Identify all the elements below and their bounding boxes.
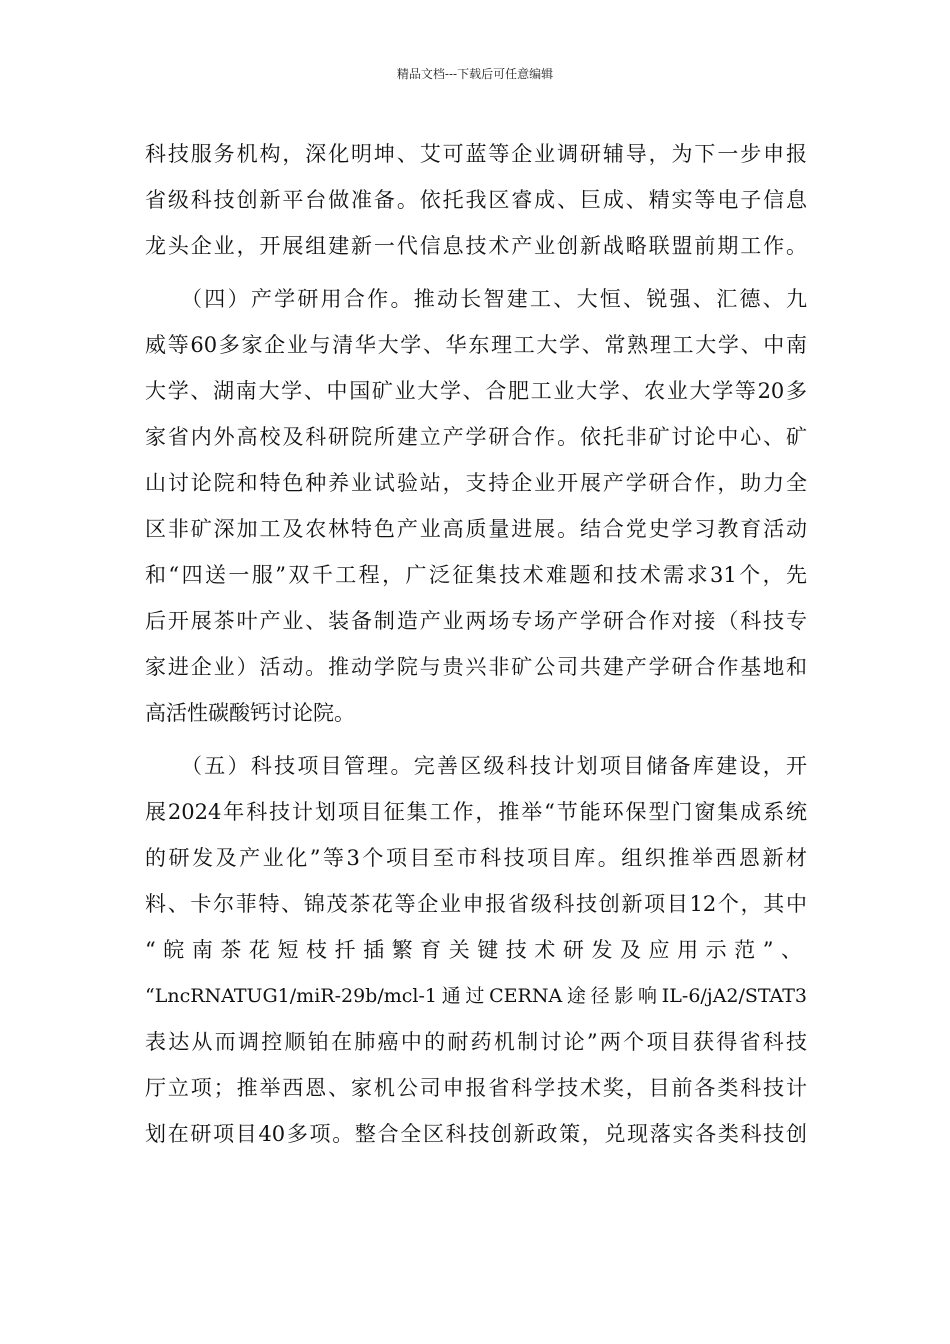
text-line: 厅立项；推举西恩、家机公司申报省科学技术奖，目前各类科技计 xyxy=(145,1076,807,1100)
document-body xyxy=(145,131,807,1157)
text-line: “LncRNATUG1/miR-29b/mcl-1通过CERNA途径影响IL-6/jA2/STAT3 xyxy=(145,985,807,1007)
text-line: “皖南茶花短枝扦插繁育关键技术研发及应用示范”、 xyxy=(145,938,807,962)
text-line: 科技服务机构，深化明坤、艾可蓝等企业调研辅导，为下一步申报 xyxy=(145,142,807,166)
page-header: 精品文档---下载后可任意编辑 xyxy=(396,67,554,81)
text-line: 料、卡尔菲特、锦茂茶花等企业申报省级科技创新项目12个，其中 xyxy=(145,892,807,916)
text-line: （四）产学研用合作。推动长智建工、大恒、锐强、汇德、九 xyxy=(145,287,807,311)
text-line: 展2024年科技计划项目征集工作，推举“节能环保型门窗集成系统 xyxy=(145,800,807,824)
text-line: 表达从而调控顺铂在肺癌中的耐药机制讨论”两个项目获得省科技 xyxy=(145,1030,807,1054)
paragraph-industry-university-research xyxy=(145,276,807,736)
paragraph-platforms xyxy=(145,131,807,269)
text-line: 区非矿深加工及农林特色产业高质量进展。结合党史学习教育活动 xyxy=(145,517,807,541)
text-line: 大学、湖南大学、中国矿业大学、合肥工业大学、农业大学等20多 xyxy=(145,379,807,403)
text-line: 省级科技创新平台做准备。依托我区睿成、巨成、精实等电子信息 xyxy=(145,188,807,212)
text-line: 龙头企业，开展组建新一代信息技术产业创新战略联盟前期工作。 xyxy=(145,234,807,258)
text-line: （五）科技项目管理。完善区级科技计划项目储备库建设，开 xyxy=(145,754,807,778)
text-line: 和“四送一服”双千工程，广泛征集技术难题和技术需求31个，先 xyxy=(145,563,807,587)
paragraph-project-management xyxy=(145,743,807,1157)
text-line: 的研发及产业化”等3个项目至市科技项目库。组织推举西恩新材 xyxy=(145,846,807,870)
text-line: 高活性碳酸钙讨论院。 xyxy=(145,701,355,725)
text-line: 家进企业）活动。推动学院与贵兴非矿公司共建产学研合作基地和 xyxy=(145,655,807,679)
text-line: 后开展茶叶产业、装备制造产业两场专场产学研合作对接（科技专 xyxy=(145,609,807,633)
text-line: 山讨论院和特色种养业试验站，支持企业开展产学研合作，助力全 xyxy=(145,471,807,495)
text-line: 威等60多家企业与清华大学、华东理工大学、常熟理工大学、中南 xyxy=(145,333,807,357)
text-line: 家省内外高校及科研院所建立产学研合作。依托非矿讨论中心、矿 xyxy=(145,425,807,449)
text-line: 划在研项目40多项。整合全区科技创新政策，兑现落实各类科技创 xyxy=(145,1122,807,1146)
